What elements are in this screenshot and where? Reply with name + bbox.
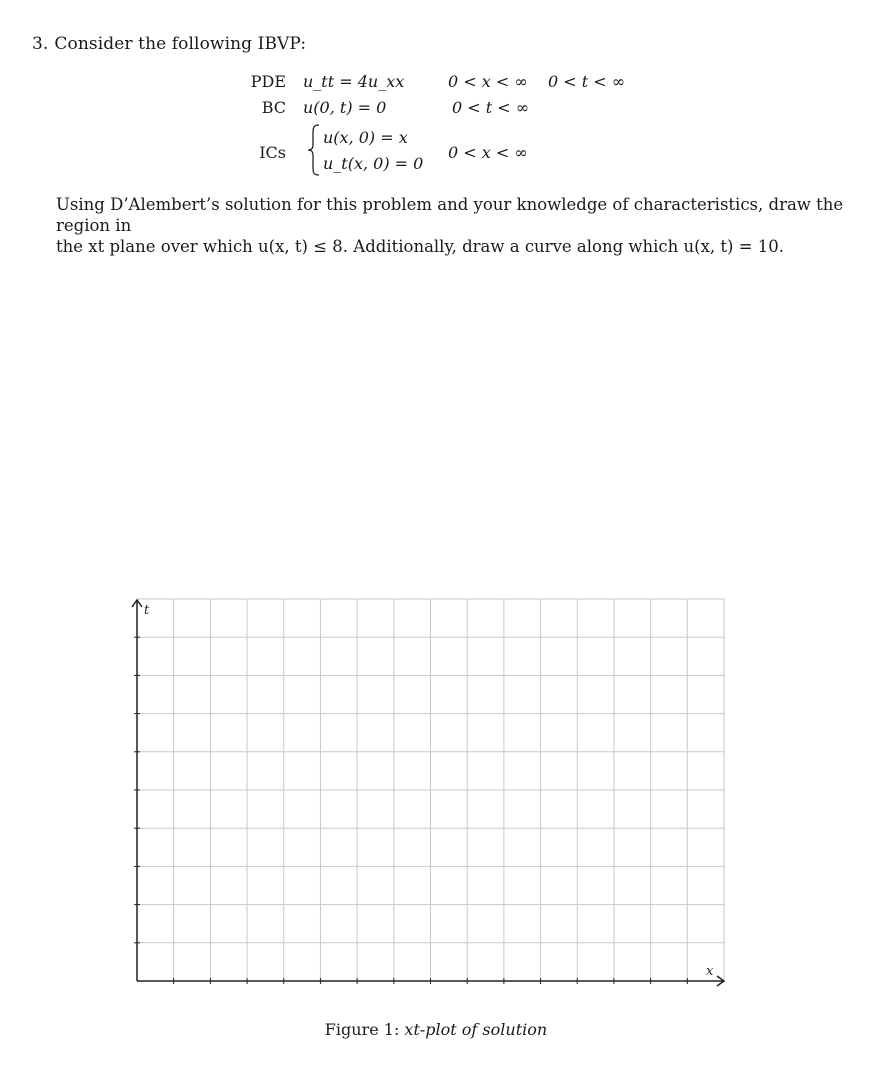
- instructions-line-2: the xt plane over which u(x, t) ≤ 8. Additionally, draw a curve along which u(x, t) = 10.: [56, 237, 785, 256]
- ics-label: ICs: [259, 143, 286, 162]
- bc-domain: 0 < t < ∞: [452, 98, 530, 117]
- ics-equation-2: u_t(x, 0) = 0: [323, 154, 424, 173]
- ics-domain: 0 < x < ∞: [448, 143, 528, 162]
- pde-label: PDE: [250, 72, 286, 91]
- pde-domain-x: 0 < x < ∞: [448, 72, 528, 91]
- figure-caption-text: xt-plot of solution: [404, 1020, 548, 1039]
- ics-equation-1: u(x, 0) = x: [323, 128, 408, 147]
- pde-domain-t: 0 < t < ∞: [548, 72, 626, 91]
- plot-grid: [137, 599, 724, 981]
- figure-caption: [0, 1020, 872, 1039]
- x-axis-label: x: [706, 964, 714, 979]
- bc-label: BC: [261, 98, 286, 117]
- t-axis-label: t: [144, 603, 150, 618]
- plot-axes: [132, 600, 724, 986]
- problem-number: 3.: [32, 34, 49, 54]
- bc-equation: u(0, t) = 0: [303, 98, 387, 117]
- instructions-line-1: Using D’Alembert’s solution for this problem and your knowledge of characteristics, draw the region in: [56, 195, 844, 235]
- problem-heading-text: Consider the following IBVP:: [54, 34, 307, 54]
- figure-caption-prefix: Figure 1:: [324, 1020, 405, 1039]
- pde-equation: u_tt = 4u_xx: [303, 72, 405, 91]
